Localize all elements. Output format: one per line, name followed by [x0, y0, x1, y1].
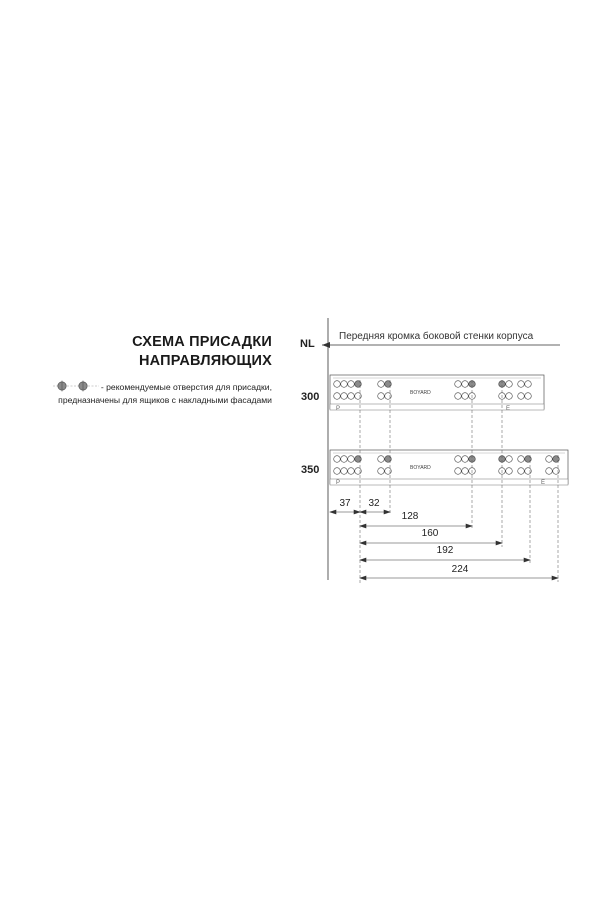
dimension-label: 160 — [421, 528, 439, 539]
recommended-hole — [525, 456, 532, 463]
recommended-hole — [355, 381, 362, 388]
mounting-hole — [506, 381, 513, 388]
mounting-hole — [385, 468, 392, 475]
mounting-hole — [455, 468, 462, 475]
mounting-hole — [378, 468, 385, 475]
title-line-2: НАПРАВЛЯЮЩИХ — [139, 353, 272, 369]
mounting-hole — [348, 468, 355, 475]
mounting-hole — [462, 456, 469, 463]
rail-350 — [330, 450, 568, 486]
mounting-hole — [506, 393, 513, 400]
row-label-300: 300 — [301, 391, 320, 403]
nl-arrow-head — [322, 342, 330, 348]
mounting-hole — [334, 468, 341, 475]
mounting-hole — [341, 468, 348, 475]
dimension-label: 37 — [339, 498, 351, 509]
svg-text:E: E — [541, 480, 546, 486]
mounting-hole — [348, 456, 355, 463]
dimension-lines — [330, 510, 558, 580]
svg-text:P: P — [336, 406, 341, 412]
dimension-label: 224 — [451, 564, 469, 575]
mounting-hole — [341, 381, 348, 388]
mounting-hole — [348, 381, 355, 388]
svg-text:BOYARD: BOYARD — [410, 465, 431, 471]
recommended-hole — [355, 456, 362, 463]
svg-text:P: P — [336, 480, 341, 486]
mounting-hole — [518, 456, 525, 463]
row-label-350: 350 — [301, 464, 320, 476]
recommended-hole — [385, 456, 392, 463]
mounting-hole — [525, 393, 532, 400]
mounting-hole — [334, 381, 341, 388]
recommended-hole — [553, 456, 560, 463]
dimension-label: 128 — [401, 511, 419, 522]
mounting-hole — [385, 393, 392, 400]
mounting-hole — [506, 468, 513, 475]
mounting-hole — [518, 381, 525, 388]
rail-300 — [330, 375, 544, 412]
mounting-hole — [462, 381, 469, 388]
mounting-hole — [334, 456, 341, 463]
mounting-hole — [455, 456, 462, 463]
mounting-hole — [378, 393, 385, 400]
front-edge-label: Передняя кромка боковой стенки корпуса — [339, 331, 534, 342]
mounting-hole — [553, 468, 560, 475]
mounting-hole — [525, 381, 532, 388]
mounting-hole — [462, 468, 469, 475]
legend-text-line-2: предназначены для ящиков с накладными фасадами — [58, 395, 272, 405]
mounting-hole — [546, 468, 553, 475]
mounting-hole — [348, 393, 355, 400]
mounting-hole — [546, 456, 553, 463]
legend-text-line-1: - рекомендуемые отверстия для присадки, — [100, 382, 272, 392]
mounting-hole — [518, 468, 525, 475]
recommended-hole — [385, 381, 392, 388]
mounting-hole — [378, 381, 385, 388]
mounting-hole — [355, 393, 362, 400]
mounting-hole — [462, 393, 469, 400]
mounting-hole — [525, 468, 532, 475]
mounting-hole — [341, 393, 348, 400]
mounting-hole — [341, 456, 348, 463]
svg-text:BOYARD: BOYARD — [410, 390, 431, 396]
nl-label: NL — [300, 338, 315, 350]
mounting-hole — [355, 468, 362, 475]
title-line-1: СХЕМА ПРИСАДКИ — [132, 334, 272, 350]
mounting-hole — [518, 393, 525, 400]
dimension-label: 32 — [368, 498, 380, 509]
mounting-hole — [378, 456, 385, 463]
mounting-hole — [334, 393, 341, 400]
mounting-hole — [455, 393, 462, 400]
mounting-hole — [506, 456, 513, 463]
mounting-hole — [455, 381, 462, 388]
svg-text:E: E — [506, 406, 511, 412]
dimension-label: 192 — [436, 545, 454, 556]
